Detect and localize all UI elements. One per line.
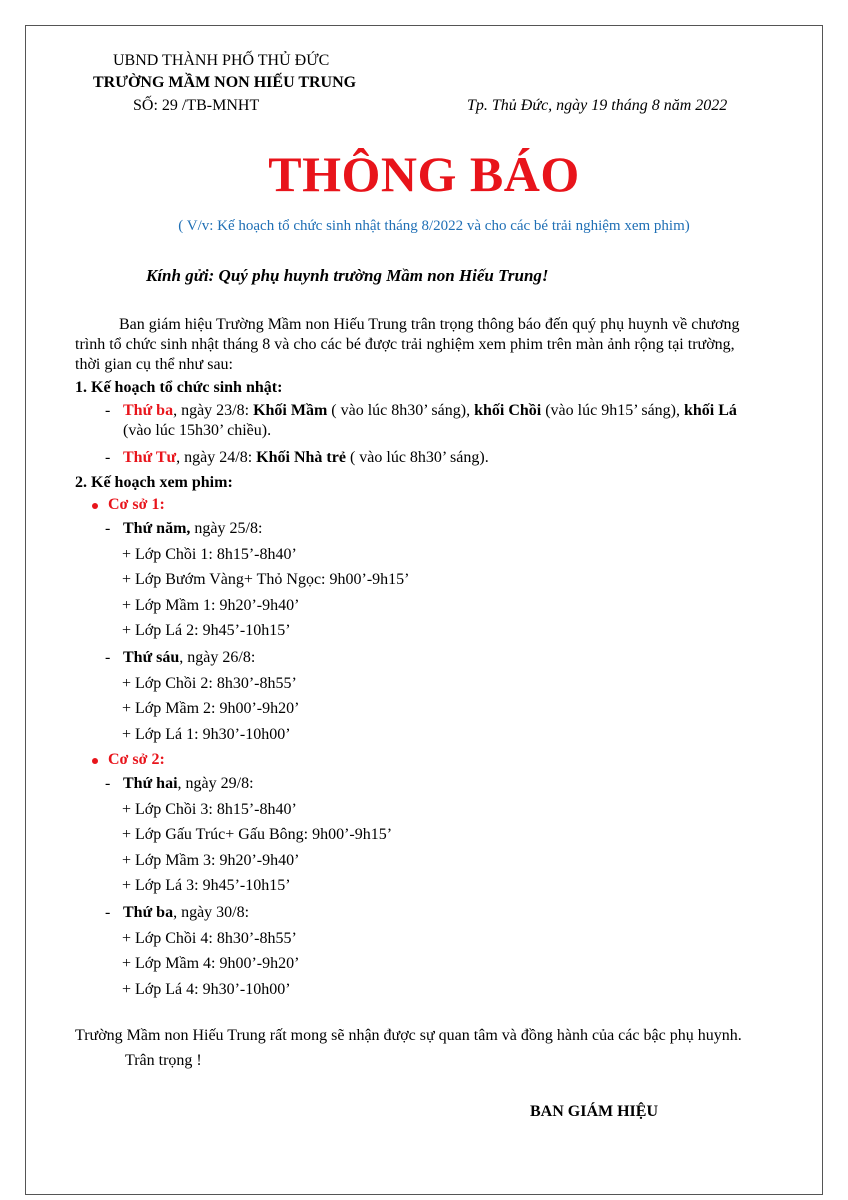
time-text: ( vào lúc 8h30’ sáng).: [345, 449, 489, 466]
regards: Trân trọng !: [125, 1052, 202, 1069]
group-name: Khối Nhà trẻ: [256, 449, 346, 466]
date-text: ngày 25/8:: [190, 520, 263, 537]
list-dash: -: [105, 520, 111, 537]
class-slot: + Lớp Lá 2: 9h45’-10h15’: [122, 622, 291, 639]
list-dash: -: [105, 904, 111, 921]
day-label: Thứ năm,: [123, 520, 191, 537]
class-slot: + Lớp Chồi 2: 8h30’-8h55’: [122, 675, 297, 692]
intro-line-1: Ban giám hiệu Trường Mầm non Hiếu Trung trân trọng thông báo đến quý phụ huynh về chương: [119, 316, 740, 333]
authority-name: UBND THÀNH PHỐ THỦ ĐỨC: [113, 52, 330, 69]
screening-day: [123, 775, 254, 793]
class-slot: + Lớp Lá 3: 9h45’-10h15’: [122, 877, 291, 894]
intro-line-3: thời gian cụ thể như sau:: [75, 356, 233, 373]
section-1-heading: 1. Kế hoạch tổ chức sinh nhật:: [75, 379, 283, 396]
list-dash: -: [105, 449, 111, 466]
place-date: Tp. Thủ Đức, ngày 19 tháng 8 năm 2022: [467, 97, 728, 114]
class-slot: + Lớp Chồi 3: 8h15’-8h40’: [122, 801, 297, 818]
group-name: khối Lá: [684, 402, 737, 419]
day-label: Thứ ba: [123, 402, 174, 419]
list-dash: -: [105, 402, 111, 419]
date-text: , ngày 26/8:: [179, 649, 256, 666]
intro-line-2: trình tổ chức sinh nhật tháng 8 và cho các bé được trải nghiệm xem phim trên màn ảnh rộng tại trường,: [75, 336, 735, 353]
birthday-item-1: [123, 402, 737, 420]
class-slot: + Lớp Gấu Trúc+ Gấu Bông: 9h00’-9h15’: [122, 826, 393, 843]
signature-title: BAN GIÁM HIỆU: [530, 1103, 659, 1120]
day-label: Thứ ba: [123, 904, 174, 921]
class-slot: + Lớp Lá 1: 9h30’-10h00’: [122, 726, 291, 743]
day-label: Thứ sáu: [123, 649, 180, 666]
day-label: Thứ hai: [123, 775, 178, 792]
screening-day: [123, 649, 255, 667]
bullet-icon: [92, 503, 98, 509]
class-slot: + Lớp Lá 4: 9h30’-10h00’: [122, 981, 291, 998]
list-dash: -: [105, 649, 111, 666]
class-slot: + Lớp Chồi 4: 8h30’-8h55’: [122, 930, 297, 947]
group-name: khối Chồi: [474, 402, 542, 419]
class-slot: + Lớp Bướm Vàng+ Thỏ Ngọc: 9h00’-9h15’: [122, 571, 410, 588]
group-name: Khối Mầm: [253, 402, 328, 419]
closing-sentence: Trường Mầm non Hiếu Trung rất mong sẽ nhận được sự quan tâm và đồng hành của các bậc phụ huynh.: [75, 1027, 742, 1044]
document-number: SỐ: 29 /TB-MNHT: [133, 97, 260, 114]
bullet-icon: [92, 758, 98, 764]
document-title: THÔNG BÁO: [268, 146, 580, 202]
birthday-item-2: [123, 449, 489, 467]
screening-day: [123, 904, 249, 922]
screening-day: [123, 520, 262, 538]
document-subject: ( V/v: Kế hoạch tổ chức sinh nhật tháng 8/2022 và cho các bé trải nghiệm xem phim): [178, 218, 690, 234]
class-slot: + Lớp Chồi 1: 8h15’-8h40’: [122, 546, 297, 563]
date-text: , ngày 30/8:: [173, 904, 250, 921]
greeting: Kính gửi: Quý phụ huynh trường Mầm non Hiếu Trung!: [146, 266, 549, 285]
date-text: , ngày 29/8:: [177, 775, 254, 792]
class-slot: + Lớp Mầm 2: 9h00’-9h20’: [122, 700, 300, 717]
school-name: TRƯỜNG MẦM NON HIẾU TRUNG: [93, 74, 357, 91]
list-dash: -: [105, 775, 111, 792]
campus-1-label: Cơ sở 1:: [108, 496, 165, 513]
time-text: ( vào lúc 8h30’ sáng),: [327, 402, 475, 419]
class-slot: + Lớp Mầm 3: 9h20’-9h40’: [122, 852, 300, 869]
day-label: Thứ Tư: [123, 449, 177, 466]
date-text: , ngày 23/8:: [173, 402, 254, 419]
time-text: (vào lúc 9h15’ sáng),: [541, 402, 684, 419]
birthday-item-1-cont: (vào lúc 15h30’ chiều).: [123, 422, 272, 439]
campus-2-label: Cơ sở 2:: [108, 751, 165, 768]
section-2-heading: 2. Kế hoạch xem phim:: [75, 474, 233, 491]
class-slot: + Lớp Mầm 1: 9h20’-9h40’: [122, 597, 300, 614]
date-text: , ngày 24/8:: [176, 449, 257, 466]
class-slot: + Lớp Mầm 4: 9h00’-9h20’: [122, 955, 300, 972]
